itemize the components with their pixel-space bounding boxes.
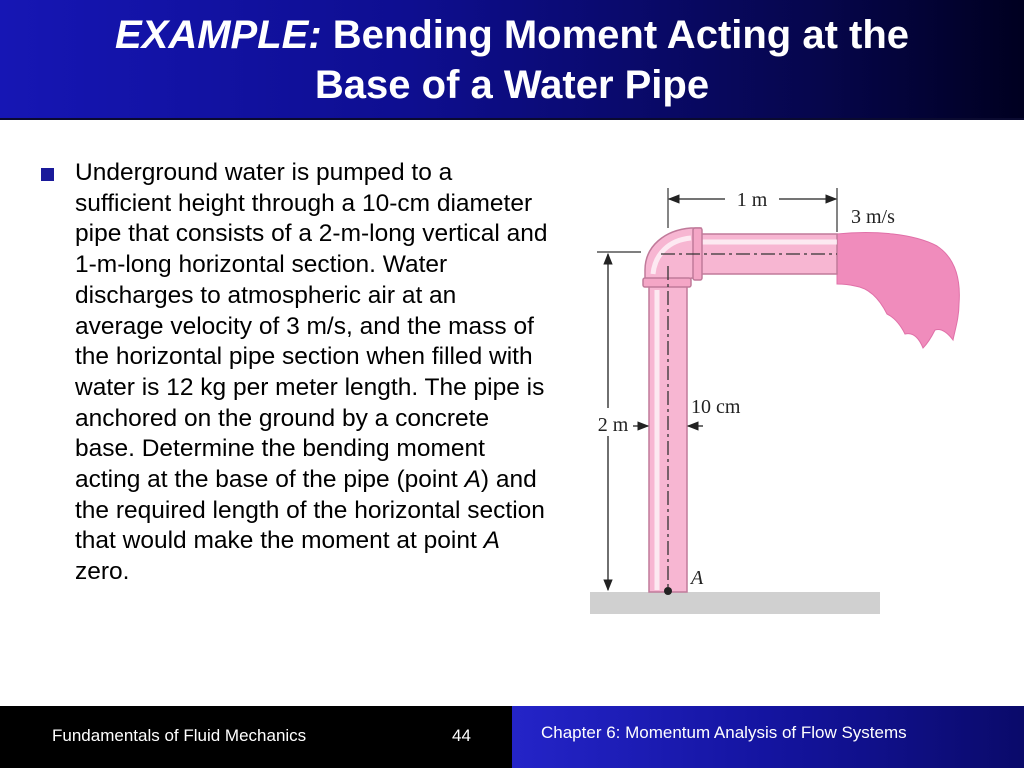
footer-right <box>512 706 1024 768</box>
problem-statement <box>75 158 550 588</box>
title-line2: Base of a Water Pipe <box>314 63 710 107</box>
problem-text-part1: Underground water is pumped to a sufficient height through a 10-cm diameter pipe that consists of a 2-m-long vertical and 1-m-long horizontal section. Water discharges to atmospheric air at an average velocity of 3 m/s, and the mass of the horizontal pipe section when filled with water is 12 kg per meter length. The pipe is anchored on the ground by a concrete base. Determine the bending moment acting at the base of the pipe (point <box>75 159 548 494</box>
water-jet <box>837 233 959 349</box>
dim-diameter-label: 10 cm <box>691 396 741 418</box>
elbow-flange-vertical <box>643 278 691 287</box>
footer-page-number: 44 <box>452 726 471 745</box>
footer-book-title: Fundamentals of Fluid Mechanics <box>52 726 307 745</box>
point-a-label: A <box>691 567 704 589</box>
problem-text-part2: ) and the required length of the horizontal section that would make the moment at point <box>75 466 545 555</box>
pipe-diagram <box>575 178 965 638</box>
dim-2m-label: 2 m <box>597 414 629 436</box>
title-bar <box>0 0 1024 120</box>
title-example-label: EXAMPLE: <box>114 13 322 57</box>
point-a-dot <box>664 587 672 595</box>
problem-text-part3: zero. <box>75 558 130 586</box>
footer-chapter-title: Chapter 6: Momentum Analysis of Flow Systems <box>541 723 907 742</box>
footer-left <box>0 706 512 768</box>
point-a-ref-1: A <box>464 466 481 494</box>
slide-title <box>40 10 984 110</box>
point-a-ref-2: A <box>483 527 500 555</box>
title-line1: Bending Moment Acting at the <box>332 13 910 57</box>
velocity-label: 3 m/s <box>851 206 895 228</box>
ground-base <box>590 592 880 614</box>
dim-1m-label: 1 m <box>736 189 768 211</box>
bullet-square-icon <box>41 168 54 181</box>
